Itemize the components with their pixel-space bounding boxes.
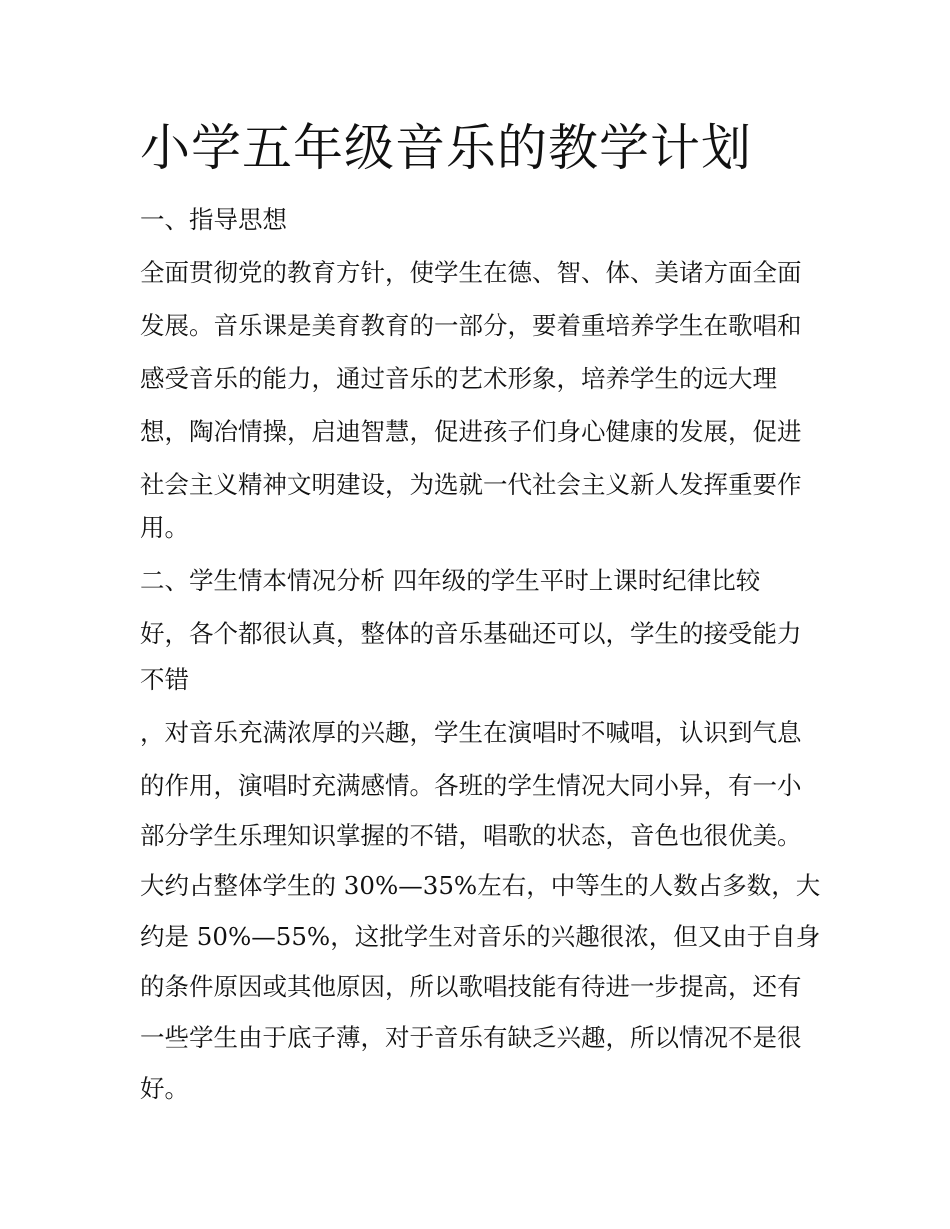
paragraph-line: 用。 — [140, 513, 189, 542]
paragraph-line: 发展。音乐课是美育教育的一部分，要着重培养学生在歌唱和 — [140, 311, 802, 340]
paragraph-line: 感受音乐的能力，通过音乐的艺术形象，培养学生的远大理 — [140, 364, 777, 393]
paragraph-line: ，对音乐充满浓厚的兴趣，学生在演唱时不喊唱，认识到气息 — [140, 718, 802, 747]
paragraph-line: 不错 — [140, 665, 189, 694]
paragraph-line: 好。 — [140, 1074, 189, 1103]
paragraph-line: 的条件原因或其他原因，所以歌唱技能有待进一步提高，还有 — [140, 972, 802, 1001]
paragraph-line: 好，各个都很认真，整体的音乐基础还可以，学生的接受能力 — [140, 619, 802, 648]
paragraph-line: 一些学生由于底子薄，对于音乐有缺乏兴趣，所以情况不是很 — [140, 1023, 802, 1052]
paragraph-line: 想，陶冶情操，启迪智慧，促进孩子们身心健康的发展，促进 — [140, 417, 802, 446]
paragraph-line: 约是 50%—55%，这批学生对音乐的兴趣很浓，但又由于自身 — [140, 922, 821, 951]
paragraph-line: 全面贯彻党的教育方针，使学生在德、智、体、美诸方面全面 — [140, 258, 802, 287]
section-heading-student-analysis: 二、学生情本情况分析 四年级的学生平时上课时纪律比较 — [140, 566, 761, 595]
section-heading-guiding-thought: 一、指导思想 — [140, 205, 287, 234]
paragraph-line: 的作用，演唱时充满感情。各班的学生情况大同小异，有一小 — [140, 771, 802, 800]
paragraph-line: 社会主义精神文明建设，为选就一代社会主义新人发挥重要作 — [140, 470, 802, 499]
paragraph-line: 部分学生乐理知识掌握的不错，唱歌的状态，音色也很优美。 — [140, 821, 802, 850]
document-title: 小学五年级音乐的教学计划 — [140, 119, 752, 177]
paragraph-line: 大约占整体学生的 30%—35%左右，中等生的人数占多数，大 — [140, 871, 821, 900]
